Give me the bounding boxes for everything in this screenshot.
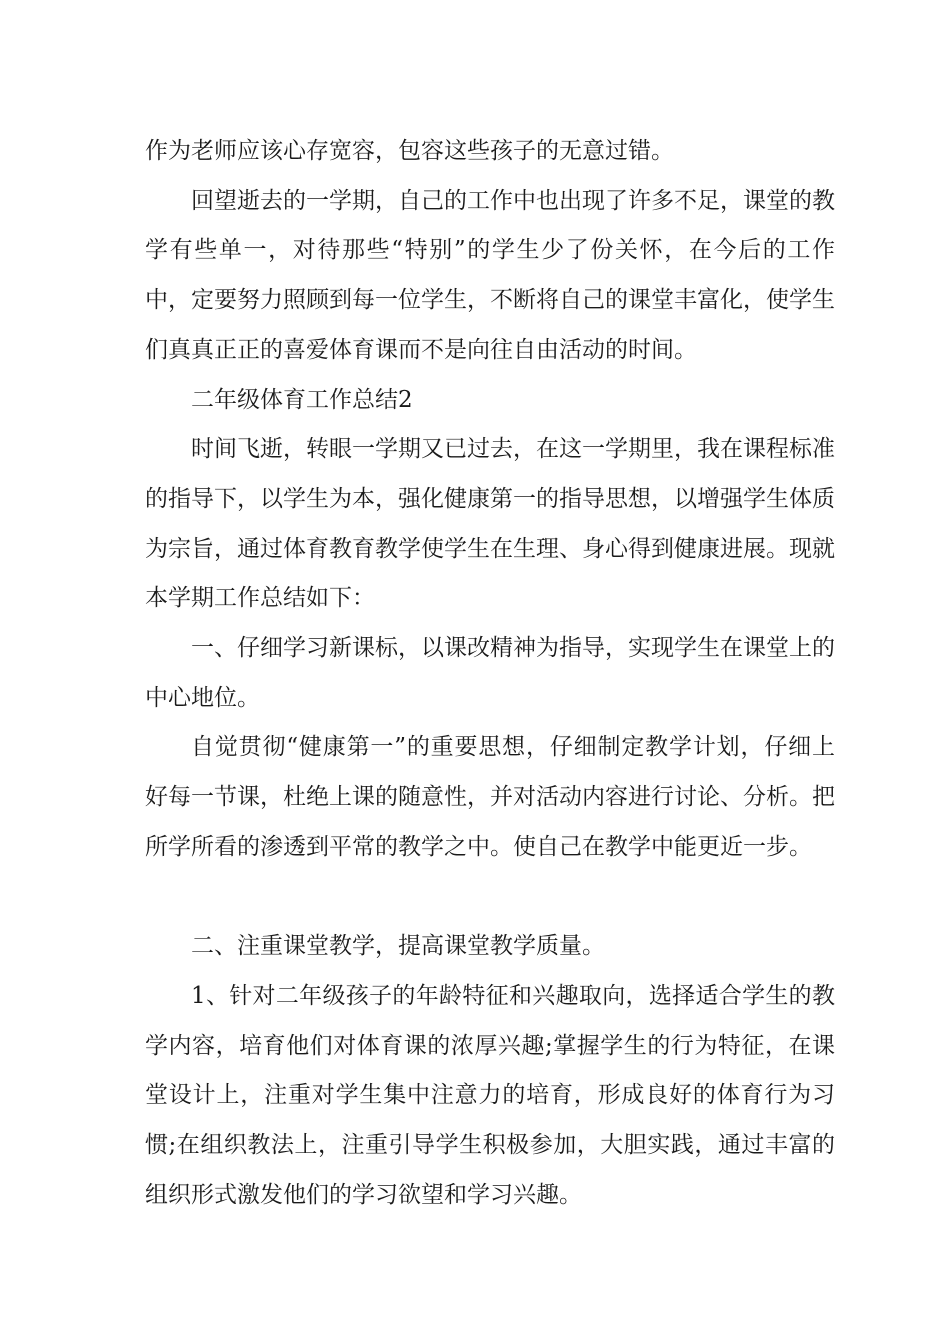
paragraph-classroom: 1、针对二年级孩子的年龄特征和兴趣取向，选择适合学生的教学内容，培育他们对体育课的浓厚兴趣;掌握学生的行为特征，在课堂设计上，注重对学生集中注意力的培育，形成良好的体育行为习惯;在组织教法上，注重引导学生积极参加，大胆实践，通过丰富的组织形式激发他们的学习欲望和学习兴趣。 bbox=[145, 982, 835, 1208]
section-title: 二年级体育工作总结2 bbox=[191, 386, 413, 413]
paragraph-continuation: 作为老师应该心存宽容，包容这些孩子的无意过错。 bbox=[145, 138, 674, 164]
paragraph-reflection: 回望逝去的一学期，自己的工作中也出现了许多不足，课堂的教学有些单一，对待那些“特别”的学生少了份关怀，在今后的工作中，定要努力照顾到每一位学生，不断将自己的课堂丰富化，使学生们真真正正的喜爱体育课而不是向往自由活动的时间。 bbox=[145, 187, 835, 363]
paragraph-curriculum: 自觉贯彻“健康第一”的重要思想，仔细制定教学计划，仔细上好每一节课，杜绝上课的随意性，并对活动内容进行讨论、分析。把所学所看的渗透到平常的教学之中。使自己在教学中能更近一步。 bbox=[145, 734, 835, 860]
section-heading-1: 一、仔细学习新课标，以课改精神为指导，实现学生在课堂上的中心地位。 bbox=[145, 635, 835, 711]
document-body bbox=[145, 127, 835, 1220]
section-heading-2: 二、注重课堂教学，提高课堂教学质量。 bbox=[191, 933, 605, 960]
blank-line bbox=[145, 873, 835, 923]
paragraph-intro: 时间飞逝，转眼一学期又已过去，在这一学期里，我在课程标准的指导下，以学生为本，强化健康第一的指导思想，以增强学生体质为宗旨，通过体育教育教学使学生在生理、身心得到健康进展。现就本学期工作总结如下： bbox=[145, 436, 835, 612]
